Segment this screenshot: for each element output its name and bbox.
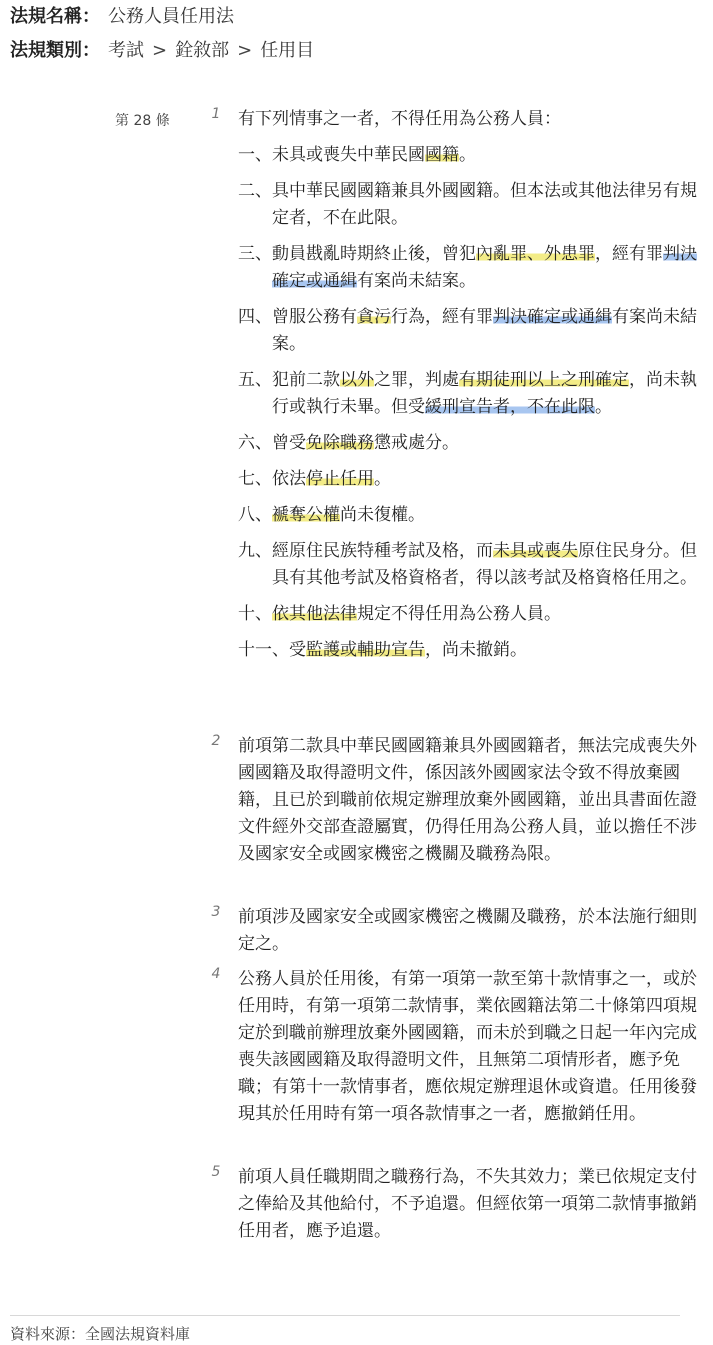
text-segment: 原住民身分。但具有其他考試及格資格者，得以該考試及格資格任用之。 xyxy=(272,541,697,588)
category-item[interactable]: 任用目 xyxy=(260,40,315,61)
paragraph-text: 前項第二款具中華民國國籍兼具外國國籍者，無法完成喪失外國國籍及取得證明文件，係因該外國國家法令致不得放棄國籍，且已於到職前依規定辦理放棄外國國籍，並出具書面佐證文件經外交部查證屬實，仍得任用為公務人員，並以擔任不涉及國家安全或國家機密之機關及職務為限。 xyxy=(238,736,697,864)
paragraph-body xyxy=(238,106,700,664)
paragraph-text: 有下列情事之一者，不得任用為公務人員： xyxy=(238,109,561,129)
text-segment: 經原住民族特種考試及格，而 xyxy=(272,541,493,561)
highlighted-text: 褫奪公權 xyxy=(272,505,340,525)
paragraph-text: 前項涉及國家安全或國家機密之機關及職務，於本法施行細則定之。 xyxy=(238,907,697,954)
item-number: 七、 xyxy=(238,469,272,489)
item-number: 四、 xyxy=(238,307,272,327)
category-item[interactable]: 銓敘部 xyxy=(175,40,230,61)
item-number: 十一、 xyxy=(238,640,289,660)
list-item xyxy=(238,178,700,232)
highlighted-text: 內亂罪、外患罪 xyxy=(476,244,595,264)
item-text xyxy=(272,538,700,592)
list-item xyxy=(238,142,700,169)
footer-divider xyxy=(10,1315,680,1316)
item-text xyxy=(272,430,700,457)
paragraph-text: 前項人員任職期間之職務行為，不失其效力；業已依規定支付之俸給及其他給付，不予追還。但經依第一項第二款情事撤銷任用者，應予追還。 xyxy=(238,1167,697,1241)
highlighted-text: 判決確定或通緝 xyxy=(493,307,612,327)
item-number: 六、 xyxy=(238,433,272,453)
law-category-row xyxy=(10,39,314,63)
item-text xyxy=(272,502,700,529)
law-category-label: 法規類別： xyxy=(10,40,100,61)
highlighted-text: 判決確定或通緝 xyxy=(272,244,697,291)
text-segment: 有案尚未結案。 xyxy=(272,307,697,354)
text-segment: 動員戡亂時期終止後，曾犯 xyxy=(272,244,476,264)
highlighted-text: 依其他法律 xyxy=(272,604,357,624)
text-segment: 有案尚未結案。 xyxy=(357,271,476,291)
text-segment: 規定不得任用為公務人員。 xyxy=(357,604,561,624)
text-segment: 。 xyxy=(459,145,476,165)
item-number: 一、 xyxy=(238,145,272,165)
item-number: 九、 xyxy=(238,541,272,561)
list-item xyxy=(238,637,700,664)
paragraph-text: 公務人員於任用後，有第一項第一款至第十款情事之一，或於任用時，有第一項第二款情事，業依國籍法第二十條第四項規定於到職前辦理放棄外國國籍，而未於到職之日起一年內完成喪失該國國籍及取得證明文件，且無第二項情形者，應予免職；有第十一款情事者，應依規定辦理退休或資遣。任用後發現其於任用時有第一項各款情事之一者，應撤銷任用。 xyxy=(238,969,697,1124)
highlighted-text: 以外 xyxy=(340,370,374,390)
list-item xyxy=(238,367,700,421)
text-segment: 。 xyxy=(374,469,391,489)
law-name-value: 公務人員任用法 xyxy=(108,6,234,27)
text-segment: ，尚未執行或執行未畢。但受 xyxy=(272,370,697,417)
law-name-label: 法規名稱： xyxy=(10,6,100,27)
text-segment: 之罪，判處 xyxy=(374,370,459,390)
highlighted-text: 監護或輔助宣告 xyxy=(306,640,425,660)
list-item xyxy=(238,466,700,493)
item-number: 八、 xyxy=(238,505,272,525)
list-item xyxy=(238,502,700,529)
paragraph-1 xyxy=(205,106,700,664)
item-text xyxy=(272,601,700,628)
highlighted-text: 未具或喪失 xyxy=(493,541,578,561)
item-text xyxy=(272,367,700,421)
category-path xyxy=(108,40,314,61)
breadcrumb-separator: > xyxy=(237,40,253,61)
list-item xyxy=(238,241,700,295)
paragraph-4 xyxy=(205,966,700,1128)
paragraph-5 xyxy=(205,1164,700,1245)
item-text xyxy=(272,241,700,295)
highlighted-text: 有期徒刑以上之刑確定 xyxy=(459,370,629,390)
text-segment: 曾受 xyxy=(272,433,306,453)
article-number: 第 28 條 xyxy=(115,113,170,129)
list-item xyxy=(238,538,700,592)
highlighted-text: 停止任用 xyxy=(306,469,374,489)
text-segment: 受 xyxy=(289,640,306,660)
category-item[interactable]: 考試 xyxy=(108,40,144,61)
breadcrumb-separator: > xyxy=(152,40,168,61)
law-name-row xyxy=(10,5,234,29)
text-segment: 尚未復權。 xyxy=(340,505,425,525)
paragraph-number: 3 xyxy=(211,904,221,920)
item-list xyxy=(238,142,700,664)
paragraph-number: 1 xyxy=(211,106,221,122)
text-segment: 行為，經有罪 xyxy=(391,307,493,327)
list-item xyxy=(238,601,700,628)
text-segment: 。 xyxy=(595,397,612,417)
paragraph-number: 2 xyxy=(211,733,221,749)
text-segment: 未具或喪失中華民國 xyxy=(272,145,425,165)
item-number: 三、 xyxy=(238,244,272,264)
paragraph-number: 5 xyxy=(211,1164,221,1180)
item-text xyxy=(272,304,700,358)
text-segment: ，尚未撤銷。 xyxy=(425,640,527,660)
paragraph-3 xyxy=(205,904,700,958)
text-segment: 懲戒處分。 xyxy=(374,433,459,453)
highlighted-text: 國籍 xyxy=(425,145,459,165)
text-segment: 依法 xyxy=(272,469,306,489)
list-item xyxy=(238,304,700,358)
text-segment: ，經有罪 xyxy=(595,244,663,264)
item-number: 五、 xyxy=(238,370,272,390)
highlighted-text: 緩刑宣告者，不在此限 xyxy=(425,397,595,417)
highlighted-text: 貪污 xyxy=(357,307,391,327)
paragraph-number: 4 xyxy=(211,966,221,982)
text-segment: 犯前二款 xyxy=(272,370,340,390)
text-segment: 曾服公務有 xyxy=(272,307,357,327)
list-item xyxy=(238,430,700,457)
text-segment: 具中華民國國籍兼具外國國籍。但本法或其他法律另有規定者，不在此限。 xyxy=(272,181,697,228)
item-number: 十、 xyxy=(238,604,272,624)
highlighted-text: 免除職務 xyxy=(306,433,374,453)
item-text xyxy=(272,142,700,169)
item-text xyxy=(289,637,700,664)
item-text xyxy=(272,178,700,232)
item-number: 二、 xyxy=(238,181,272,201)
source-note: 資料來源：全國法規資料庫 xyxy=(10,1325,191,1343)
paragraph-2 xyxy=(205,733,700,868)
item-text xyxy=(272,466,700,493)
